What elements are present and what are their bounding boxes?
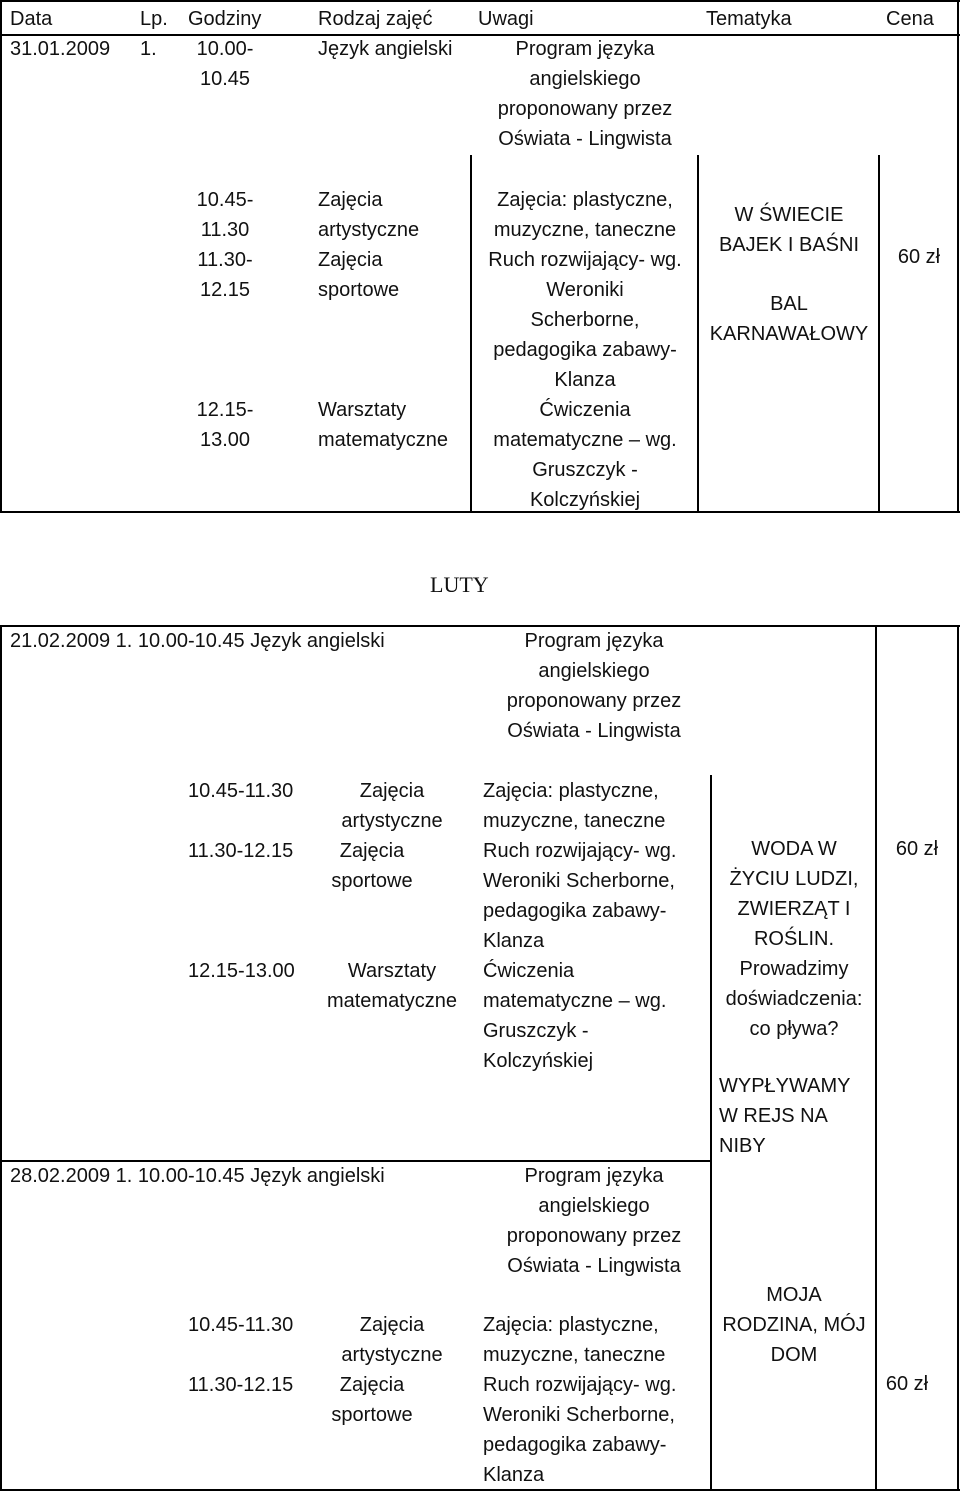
activity-notes: Ćwiczenia matematyczne – wg. Gruszczyk - Kolczyńskiej bbox=[483, 960, 667, 1072]
theme: W ŚWIECIE BAJEK I BAŚNI bbox=[718, 204, 860, 256]
activity-type: Zajęcia artystyczne bbox=[341, 780, 443, 832]
activity-notes: Ruch rozwijający- wg. Weroniki Scherborne, pedagogika zabawy- Klanza bbox=[483, 840, 677, 952]
activity-type: Zajęcia sportowe bbox=[331, 840, 413, 892]
time-slot: 11.30-12.15 bbox=[188, 1374, 294, 1396]
theme: MOJA RODZINA, MÓJ DOM bbox=[722, 1284, 866, 1366]
table-border bbox=[0, 0, 960, 2]
activity-notes: Program języka angielskiego proponowany przez Oświata - Lingwista bbox=[506, 1165, 682, 1277]
table-border bbox=[957, 625, 959, 1491]
activity-notes: Zajęcia: plastyczne, muzyczne, taneczne bbox=[483, 780, 666, 832]
activity-notes: Program języka angielskiego proponowany przez Oświata - Lingwista bbox=[497, 38, 673, 150]
theme: WODA W ŻYCIU LUDZI, ZWIERZĄT I ROŚLIN. Prowadzimy doświadczenia: co pływa? bbox=[725, 838, 863, 1040]
activity-notes: Zajęcia: plastyczne, muzyczne, taneczne bbox=[493, 189, 677, 241]
header-cena: Cena bbox=[886, 8, 934, 30]
header-godziny: Godziny bbox=[188, 8, 262, 30]
time-slot: 10.45-11.30 bbox=[188, 1314, 294, 1336]
time-slot: 11.30-12.15 bbox=[188, 840, 294, 862]
time-slot: 10.00- 10.45 bbox=[196, 38, 254, 90]
time-slot: 10.45-11.30 bbox=[188, 780, 294, 802]
activity-notes: Ćwiczenia matematyczne – wg. Gruszczyk - Kolczyńskiej bbox=[493, 399, 677, 511]
header-tematyka: Tematyka bbox=[706, 8, 792, 30]
month-title: LUTY bbox=[430, 572, 489, 597]
activity-type: Zajęcia artystyczne bbox=[341, 1314, 443, 1366]
activity-notes: Zajęcia: plastyczne, muzyczne, taneczne bbox=[483, 1314, 666, 1366]
row-date-line: 21.02.2009 1. 10.00-10.45 Język angielski bbox=[10, 630, 385, 652]
row-date-line: 28.02.2009 1. 10.00-10.45 Język angielski bbox=[10, 1165, 385, 1187]
header-lp: Lp. bbox=[140, 8, 168, 30]
activity-type: Warsztaty matematyczne bbox=[326, 960, 458, 1012]
table-border bbox=[0, 1489, 960, 1491]
time-slot: 12.15- 13.00 bbox=[196, 399, 254, 451]
header-rodzaj: Rodzaj zajęć bbox=[318, 8, 433, 30]
price: 60 zł bbox=[895, 838, 939, 860]
row-lp: 1. bbox=[140, 38, 157, 60]
theme-extra: WYPŁYWAMY W REJS NA NIBY bbox=[719, 1075, 851, 1157]
header-uwagi: Uwagi bbox=[478, 8, 534, 30]
activity-notes: Program języka angielskiego proponowany przez Oświata - Lingwista bbox=[506, 630, 682, 742]
activity-type: Język angielski bbox=[318, 38, 453, 60]
row-date: 31.01.2009 bbox=[10, 38, 111, 60]
price: 60 zł bbox=[885, 1373, 929, 1395]
activity-notes: Ruch rozwijający- wg. Weroniki Scherborne, pedagogika zabawy- Klanza bbox=[488, 249, 682, 391]
activity-type: Zajęcia sportowe bbox=[318, 249, 400, 301]
activity-type: Warsztaty matematyczne bbox=[318, 399, 449, 451]
time-slot: 11.30- 12.15 bbox=[197, 249, 253, 301]
time-slot: 10.45- 11.30 bbox=[196, 189, 254, 241]
price: 60 zł bbox=[897, 246, 941, 268]
table-border bbox=[0, 625, 2, 1491]
table-border bbox=[0, 0, 2, 513]
time-slot: 12.15-13.00 bbox=[188, 960, 295, 982]
theme: BAL KARNAWAŁOWY bbox=[709, 293, 869, 345]
activity-notes: Ruch rozwijający- wg. Weroniki Scherborne, pedagogika zabawy- Klanza bbox=[483, 1374, 677, 1486]
activity-type: Zajęcia artystyczne bbox=[318, 189, 420, 241]
activity-type: Zajęcia sportowe bbox=[331, 1374, 413, 1426]
header-data: Data bbox=[10, 8, 53, 30]
